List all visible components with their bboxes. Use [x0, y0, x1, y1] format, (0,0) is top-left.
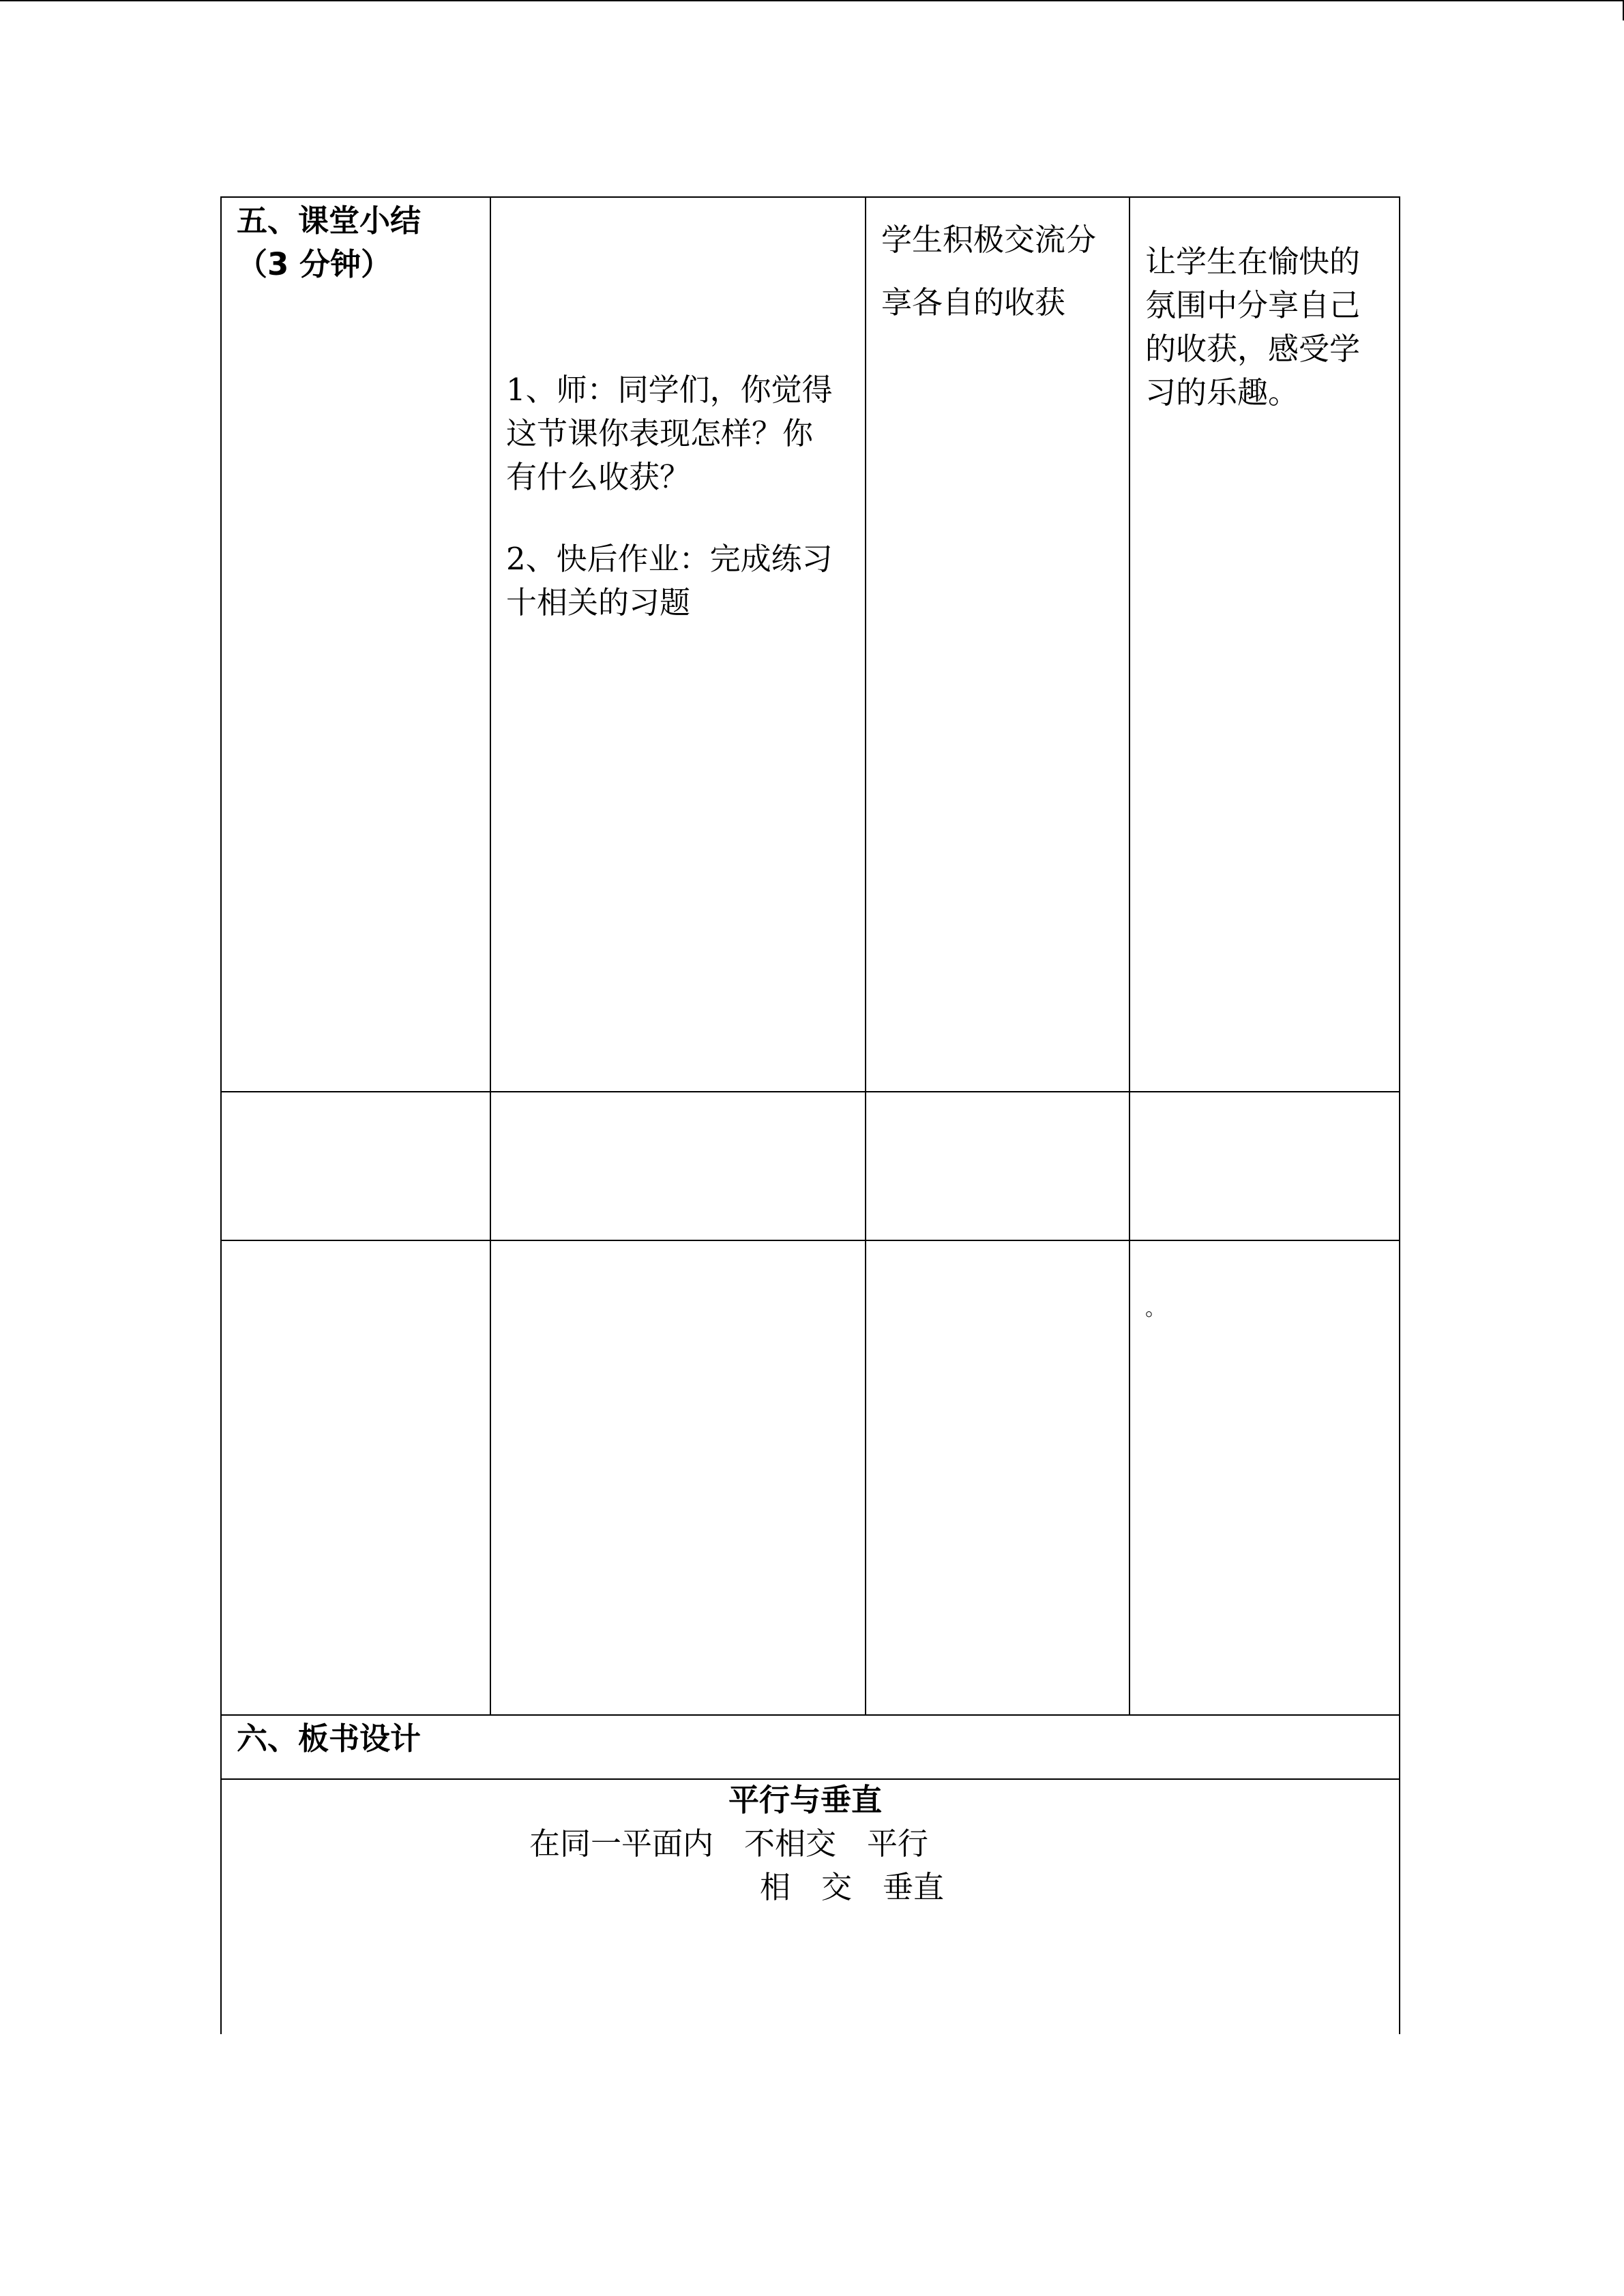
row-divider-1	[220, 1091, 1400, 1092]
design-intent-cell	[1145, 240, 1360, 415]
design-intent-cell-row3	[1145, 1296, 1166, 1323]
teacher-line: 1、师：同学们，你觉得	[506, 372, 833, 408]
table-top-border	[220, 196, 1400, 198]
column-divider-2	[865, 196, 866, 1716]
intent-line: 。	[1145, 1297, 1166, 1321]
board-title: 平行与垂直	[728, 1782, 883, 1818]
board-section-title: 六、板书设计	[237, 1720, 422, 1757]
student-line: 学生积极交流分	[881, 222, 1097, 258]
table-right-border	[1399, 196, 1400, 2034]
column-divider-3	[1129, 196, 1130, 1716]
teacher-line: 十相关的习题	[506, 584, 691, 621]
board-line-1: 在同一平面内 不相交 平行	[529, 1825, 929, 1862]
intent-line: 让学生在愉快的	[1145, 243, 1361, 280]
teacher-line	[506, 499, 833, 537]
column-divider-1	[490, 196, 491, 1716]
stage-title: 五、课堂小结	[237, 203, 422, 239]
stage-cell-summary	[237, 199, 421, 286]
page-top-border	[0, 0, 1624, 1]
table-left-border	[220, 196, 222, 2034]
teacher-activity-cell	[506, 368, 833, 625]
intent-line: 的收获，感受学	[1145, 331, 1361, 367]
board-line-2: 相 交 垂直	[760, 1869, 945, 1905]
teacher-line: 这节课你表现怎样？你	[506, 415, 814, 451]
intent-line: 习的乐趣。	[1145, 374, 1299, 411]
student-line: 享各自的收获	[881, 284, 1066, 320]
student-activity-cell	[881, 209, 1096, 334]
row-divider-2	[220, 1240, 1400, 1241]
intent-line: 氛围中分享自己	[1145, 287, 1361, 323]
teacher-line: 有什么收获？	[506, 459, 691, 495]
stage-duration: （3 分钟）	[237, 246, 392, 282]
row-divider-3	[220, 1714, 1400, 1716]
teacher-line: 2、快后作业：完成练习	[506, 541, 833, 577]
